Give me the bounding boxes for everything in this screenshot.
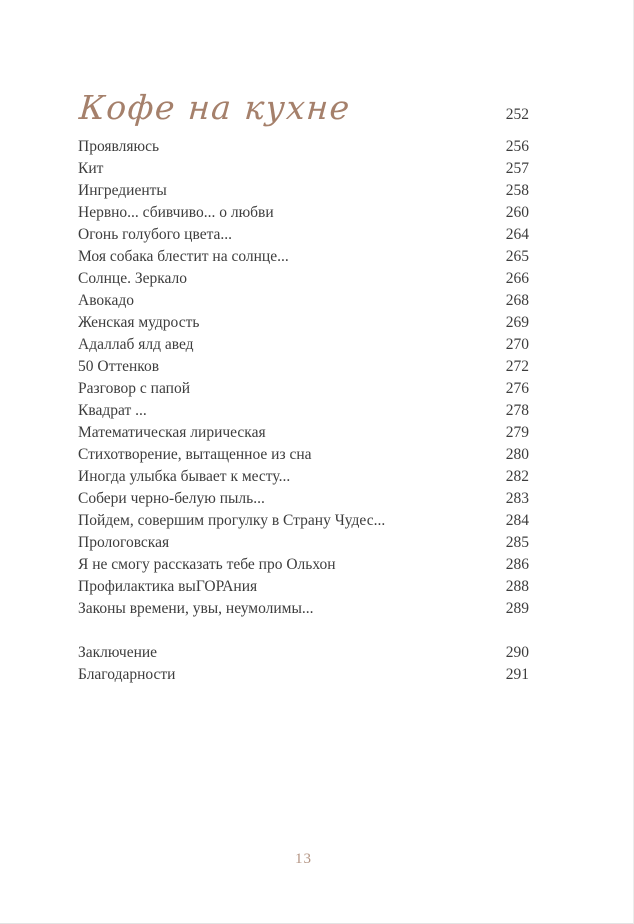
toc-entry-page-number: 282 [505,468,529,485]
toc-entry-title: Собери черно-белую пыль... [78,490,265,507]
toc-entry-page-number: 270 [505,336,529,353]
toc-entry [78,202,529,224]
toc-entry-page-number: 280 [505,446,529,463]
toc-entry-title: Профилактика выГОРАния [78,578,258,595]
toc-entry-page-number: 276 [505,380,529,397]
toc-entry-page-number: 256 [505,138,529,155]
toc-entry-title: Заключение [78,644,158,661]
toc-entry [78,224,529,246]
toc-entry [78,400,529,422]
toc-entry-title: Нервно... сбивчиво... о любви [78,204,274,221]
toc-entry [78,334,529,356]
toc-entry [78,532,529,554]
section-heading-page-number: 252 [505,106,529,123]
toc-entry-title: Кит [78,160,104,177]
toc-entry [78,510,529,532]
toc-entry-page-number: 278 [505,402,529,419]
toc-entry-title: Ингредиенты [78,182,167,199]
toc-entry-title: Женская мудрость [78,314,200,331]
toc-entry-title: Прологовская [78,534,170,551]
toc-entry-page-number: 279 [505,424,529,441]
toc-entry-title: Стихотворение, вытащенное из сна [78,446,312,463]
toc-entry-page-number: 264 [505,226,529,243]
toc-closing-list [78,642,529,686]
toc-entry-title: 50 Оттенков [78,358,160,375]
toc-entry [78,466,529,488]
toc-entry-title: Солнце. Зеркало [78,270,188,287]
toc-entry-page-number: 290 [505,644,529,661]
toc-entry [78,598,529,620]
toc-entry-page-number: 291 [505,666,529,683]
toc-entry [78,246,529,268]
toc-entry-title: Квадрат ... [78,402,147,419]
toc-entry [78,312,529,334]
toc-entry-title: Я не смогу рассказать тебе про Ольхон [78,556,336,573]
page-number: 13 [295,851,312,867]
toc-entry [78,136,529,158]
toc-entry-title: Иногда улыбка бывает к месту... [78,468,291,485]
toc-entry-page-number: 258 [505,182,529,199]
toc-entry [78,554,529,576]
toc-entry-page-number: 266 [505,270,529,287]
toc-entry-page-number: 272 [505,358,529,375]
toc-section-gap [78,620,529,642]
toc-entry [78,422,529,444]
toc-entry-page-number: 286 [505,556,529,573]
toc-entry-title: Авокадо [78,292,134,309]
section-heading-row [78,88,529,136]
toc-entry [78,356,529,378]
toc-entry-page-number: 283 [505,490,529,507]
toc-entry-title: Проявляюсь [78,138,160,155]
toc-entry [78,158,529,180]
toc-entry [78,642,529,664]
toc-entry-title: Благодарности [78,666,176,683]
toc-entry-page-number: 284 [505,512,529,529]
toc-entry [78,290,529,312]
toc-entry-title: Адаллаб ялд авед [78,336,194,353]
toc-entry [78,180,529,202]
toc-entry [78,444,529,466]
toc-entry-page-number: 260 [505,204,529,221]
toc-entry-page-number: 285 [505,534,529,551]
toc-entry-page-number: 288 [505,578,529,595]
toc-entry-title: Разговор с папой [78,380,190,397]
toc-entry [78,576,529,598]
toc-entry [78,664,529,686]
toc-entry-title: Пойдем, совершим прогулку в Страну Чудес... [78,512,386,529]
toc-entry-page-number: 265 [505,248,529,265]
toc-entry [78,378,529,400]
toc-entry-title: Законы времени, увы, неумолимы... [78,600,314,617]
toc-entry-page-number: 269 [505,314,529,331]
toc-entry-page-number: 289 [505,600,529,617]
toc-entry-list [78,136,529,620]
toc-entry-page-number: 268 [505,292,529,309]
section-heading: Кофе на кухне [78,88,353,127]
toc-entry-title: Огонь голубого цвета... [78,226,233,243]
toc-entry-title: Математическая лирическая [78,424,266,441]
toc-content [78,88,529,686]
toc-entry [78,488,529,510]
toc-entry [78,268,529,290]
toc-entry-page-number: 257 [505,160,529,177]
toc-entry-title: Моя собака блестит на солнце... [78,248,289,265]
